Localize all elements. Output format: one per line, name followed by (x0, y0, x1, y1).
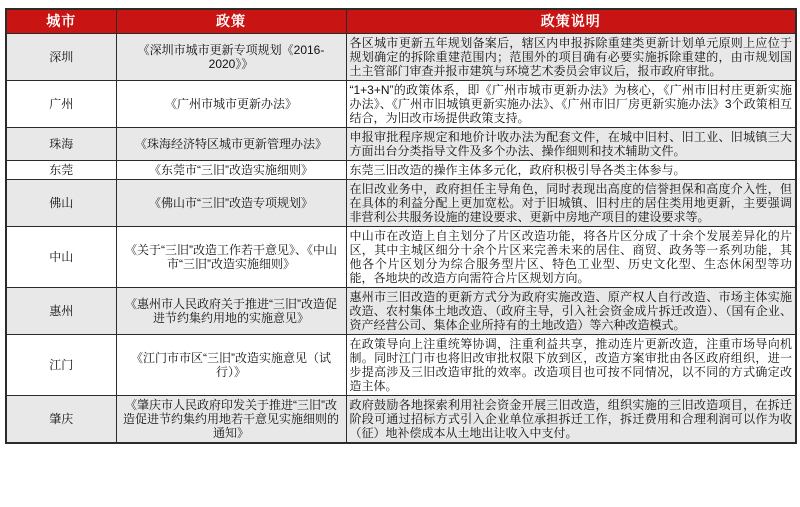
policy-cell: 《关于“三旧”改造工作若干意见》、《中山市“三旧”改造实施细则》 (116, 226, 346, 287)
city-policy-table (5, 8, 797, 444)
policy-description-cell: 在政策导向上注重统筹协调，注重利益共享，推动连片更新改造，注重市场导向机制。同时江门市也将旧改审批权限下放到区，改造方案审批由各区政府组织，进一步提高涉及三旧改造审批的效率。改造项目也可按不同情况，以不同的方式确定改造主体。 (346, 334, 796, 395)
policy-description-cell: “1+3+N”的政策体系，即《广州市城市更新办法》为核心，《广州市旧村庄更新实施办法》、《广州市旧城镇更新实施办法》、《广州市旧厂房更新实施办法》3个政策相互结合，为旧改市场提供政策支持。 (346, 80, 796, 127)
city-cell: 深圳 (6, 33, 116, 80)
table-row-guangzhou (6, 80, 796, 127)
policy-cell: 《珠海经济特区城市更新管理办法》 (116, 127, 346, 160)
policy-cell: 《深圳市城市更新专项规划《2016-2020》》 (116, 33, 346, 80)
policy-description-cell: 各区城市更新五年规划备案后，辖区内申报拆除重建类更新计划单元原则上应位于规划确定的拆除重建范围内；范围外的项目确有必要实施拆除重建的，由市规划国土主管部门审查并报市建筑与环境艺术委员会审议后，报市政府审批。 (346, 33, 796, 80)
city-cell: 东莞 (6, 160, 116, 179)
header-policy-description: 政策说明 (346, 9, 796, 33)
table-row-zhaoqing (6, 395, 796, 443)
policy-description-cell: 申报审批程序规定和地价计收办法为配套文件，在城中旧村、旧工业、旧城镇三大方面出台分类指导文件及多个办法、操作细则和技术辅助文件。 (346, 127, 796, 160)
policy-cell: 《东莞市“三旧”改造实施细则》 (116, 160, 346, 179)
city-cell: 江门 (6, 334, 116, 395)
table-row-huizhou (6, 287, 796, 334)
city-cell: 广州 (6, 80, 116, 127)
policy-description-cell: 政府鼓励各地探索利用社会资金开展三旧改造，组织实施的三旧改造项目，在拆迁阶段可通过招标方式引入企业单位承担拆迁工作，拆迁费用和合理利润可以作为收（征）地补偿成本从土地出让收入中支付。 (346, 395, 796, 443)
city-cell: 肇庆 (6, 395, 116, 443)
header-row (6, 9, 796, 33)
policy-cell: 《肇庆市人民政府印发关于推进“三旧”改造促进节约集约用地若干意见实施细则的通知》 (116, 395, 346, 443)
city-cell: 佛山 (6, 179, 116, 226)
policy-description-cell: 在旧改业务中，政府担任主导角色，同时表现出高度的信誉担保和高度介入性，但在具体的利益分配上更加宽松。对于旧城镇、旧村庄的居住类用地更新，主要强调非营利公共服务设施的建设要求、更新中房地产项目的建设要求等。 (346, 179, 796, 226)
policy-description-cell: 中山市在改造上自主划分了片区改造功能，将各片区分成了十余个发展差异化的片区，其中主城区细分十余个片区来完善未来的居住、商贸、政务等一系列功能，其他各个片区划分为综合服务型片区、特色工业型、历史文化型、生态休闲型等功能，各地块的改造方向需符合片区规划方向。 (346, 226, 796, 287)
policy-cell: 《佛山市“三旧”改造专项规划》 (116, 179, 346, 226)
policy-cell: 《广州市城市更新办法》 (116, 80, 346, 127)
table-row-zhuhai (6, 127, 796, 160)
city-cell: 珠海 (6, 127, 116, 160)
policy-cell: 《江门市市区“三旧”改造实施意见（试行）》 (116, 334, 346, 395)
table-row-shenzhen (6, 33, 796, 80)
policy-description-cell: 东莞三旧改造的操作主体多元化，政府积极引导各类主体参与。 (346, 160, 796, 179)
header-city: 城市 (6, 9, 116, 33)
table-row-jiangmen (6, 334, 796, 395)
city-cell: 惠州 (6, 287, 116, 334)
table-row-foshan (6, 179, 796, 226)
table-row-zhongshan (6, 226, 796, 287)
policy-description-cell: 惠州市三旧改造的更新方式分为政府实施改造、原产权人自行改造、市场主体实施改造、农村集体土地改造、（政府主导，引入社会资金成片拆迁改造）、（国有企业、资产经营公司、集体企业所持有的土地改造）等六种改造模式。 (346, 287, 796, 334)
city-cell: 中山 (6, 226, 116, 287)
policy-cell: 《惠州市人民政府关于推进“三旧”改造促进节约集约用地的实施意见》 (116, 287, 346, 334)
table-row-dongguan (6, 160, 796, 179)
header-policy: 政策 (116, 9, 346, 33)
